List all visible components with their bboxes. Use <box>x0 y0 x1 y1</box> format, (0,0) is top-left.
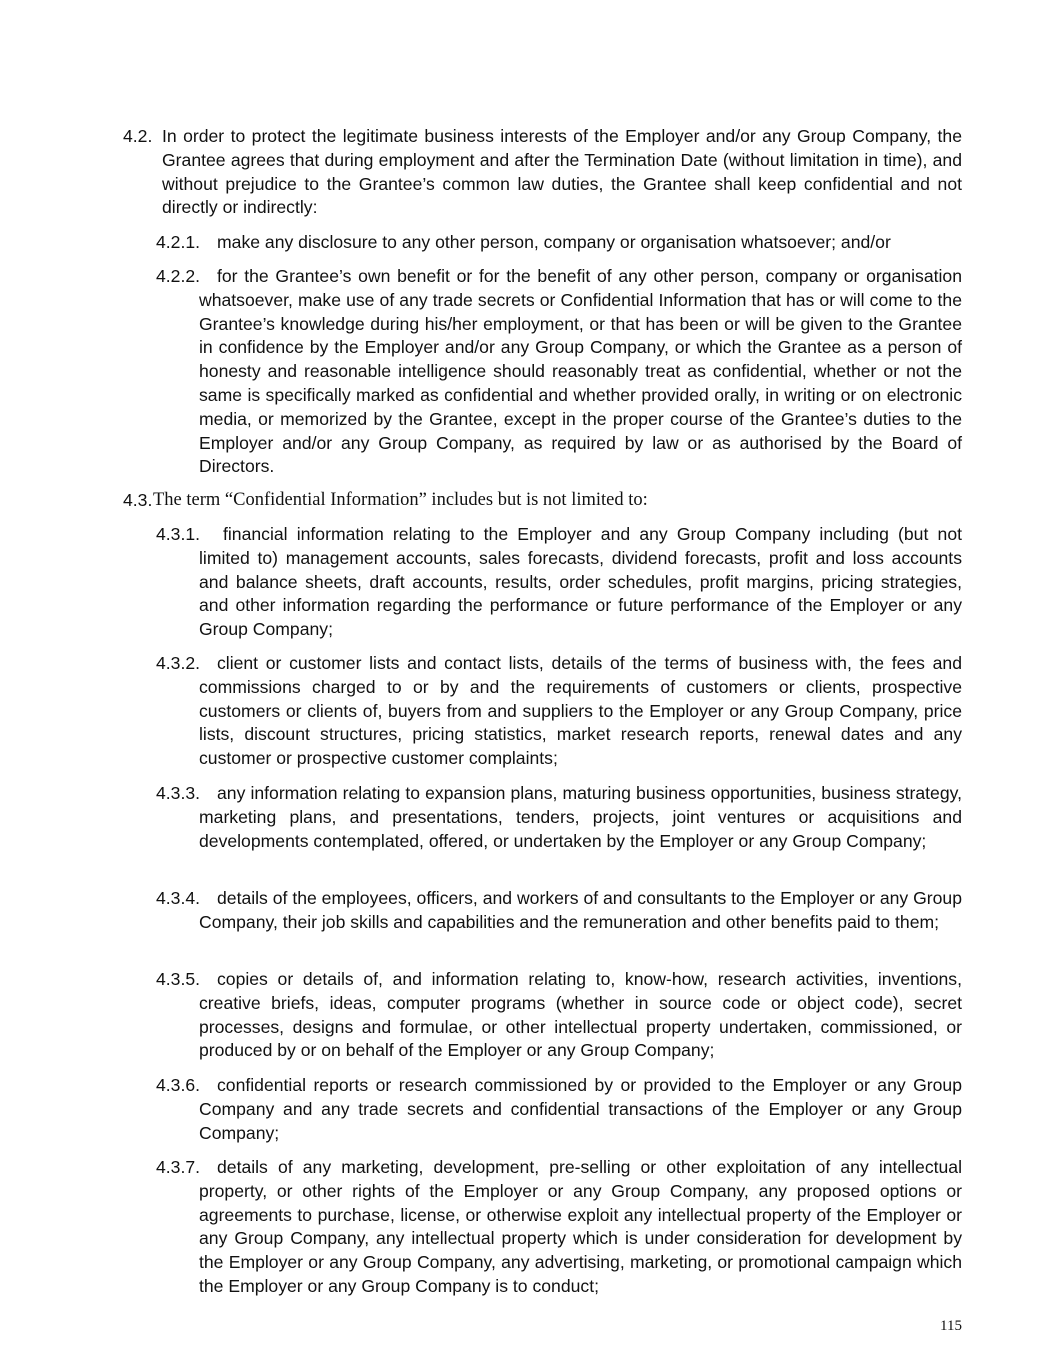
clause-number-4-3-1: 4.3.1. <box>156 524 201 544</box>
clause-text-4-3-7: details of any marketing, development, pre-selling or other exploitation of any intellectual property, or other rights of the Employer or any Group Company, any proposed options or agreements to purchase, license, or otherwise exploit any intellectual property of the Employer or any Group Company, any intellectual property which is under consideration for development by the Employer or any Group Company, any advertising, marketing, or promotional campaign which the Employer or any Group Company is to conduct; <box>199 1157 962 1296</box>
clause-number-4-3-7: 4.3.7. <box>156 1157 201 1177</box>
clause-text-4-3-5: copies or details of, and information relating to, know-how, research activities, inventions, creative briefs, ideas, computer programs (whether in source code or object code), secret processes, designs and formulae, or other intellectual property undertaken, commissioned, or produced by or on behalf of the Employer or any Group Company; <box>199 969 962 1061</box>
clause-number-4-2-2: 4.2.2. <box>156 266 201 286</box>
clause-number-4-2-1: 4.2.1. <box>156 232 201 252</box>
page-number: 115 <box>940 1318 962 1334</box>
clause-text-4-2-2: for the Grantee’s own benefit or for the benefit of any other person, company or organisation whatsoever, make use of any trade secrets or Confidential Information that has or will come to the Grantee’s knowledge during his/her employment, or that has been or will be given to the Grantee in confidence by the Employer and/or any Group Company, or which the Grantee as a person of honesty and reasonable intelligence should reasonably treat as confidential, whether or not the same is specifically marked as confidential and whether provided orally, in writing or on electronic media, or memorized by the Grantee, except in the proper course of the Grantee’s duties to the Employer and/or any Group Company, as required by law or as authorised by the Board of Directors. <box>199 266 962 477</box>
clause-number-4-2: 4.2. <box>123 126 153 146</box>
clause-number-4-3-2: 4.3.2. <box>156 653 201 673</box>
clause-text-4-3-3: any information relating to expansion plans, maturing business opportunities, business strategy, marketing plans, and presentations, tenders, projects, joint ventures or acquisitions and developments contemplated, offered, or undertaken by the Employer or any Group Company; <box>199 783 962 851</box>
clause-number-4-3-5: 4.3.5. <box>156 969 201 989</box>
clause-number-4-3-4: 4.3.4. <box>156 888 201 908</box>
clause-number-4-3-3: 4.3.3. <box>156 783 201 803</box>
clause-text-4-2-1: make any disclosure to any other person, company or organisation whatsoever; and/or <box>217 232 891 252</box>
clause-text-4-3: The term “Confidential Information” includes but is not limited to: <box>153 490 648 510</box>
clause-text-4-3-1: financial information relating to the Employer and any Group Company including (but not limited to) management accounts, sales forecasts, dividend forecasts, profit and loss accounts and balance sheets, draft accounts, results, order schedules, profit margins, pricing strategies, and other information regarding the performance or future performance of the Employer or any Group Company; <box>199 524 962 640</box>
clause-text-4-3-4: details of the employees, officers, and workers of and consultants to the Employer or any Group Company, their job skills and capabilities and the remuneration and other benefits paid to them; <box>199 888 962 932</box>
clause-text-4-3-6: confidential reports or research commissioned by or provided to the Employer or any Group Company and any trade secrets and confidential transactions of the Employer or any Group Company; <box>199 1075 962 1143</box>
clause-number-4-3: 4.3. <box>123 490 153 510</box>
clause-text-4-3-2: client or customer lists and contact lists, details of the terms of business with, the fees and commissions charged to or by and the requirements of customers or clients, prospective customers or clients of, buyers from and suppliers to the Employer or any Group Company, price lists, discount structures, pricing statistics, market research reports, renewal dates and any customer or prospective customer complaints; <box>199 653 962 769</box>
clause-number-4-3-6: 4.3.6. <box>156 1075 201 1095</box>
clause-text-4-2: In order to protect the legitimate business interests of the Employer and/or any Group Company, the Grantee agrees that during employment and after the Termination Date (without limitation in time), and without prejudice to the Grantee’s common law duties, the Grantee shall keep confidential and not directly or indirectly: <box>162 126 962 218</box>
